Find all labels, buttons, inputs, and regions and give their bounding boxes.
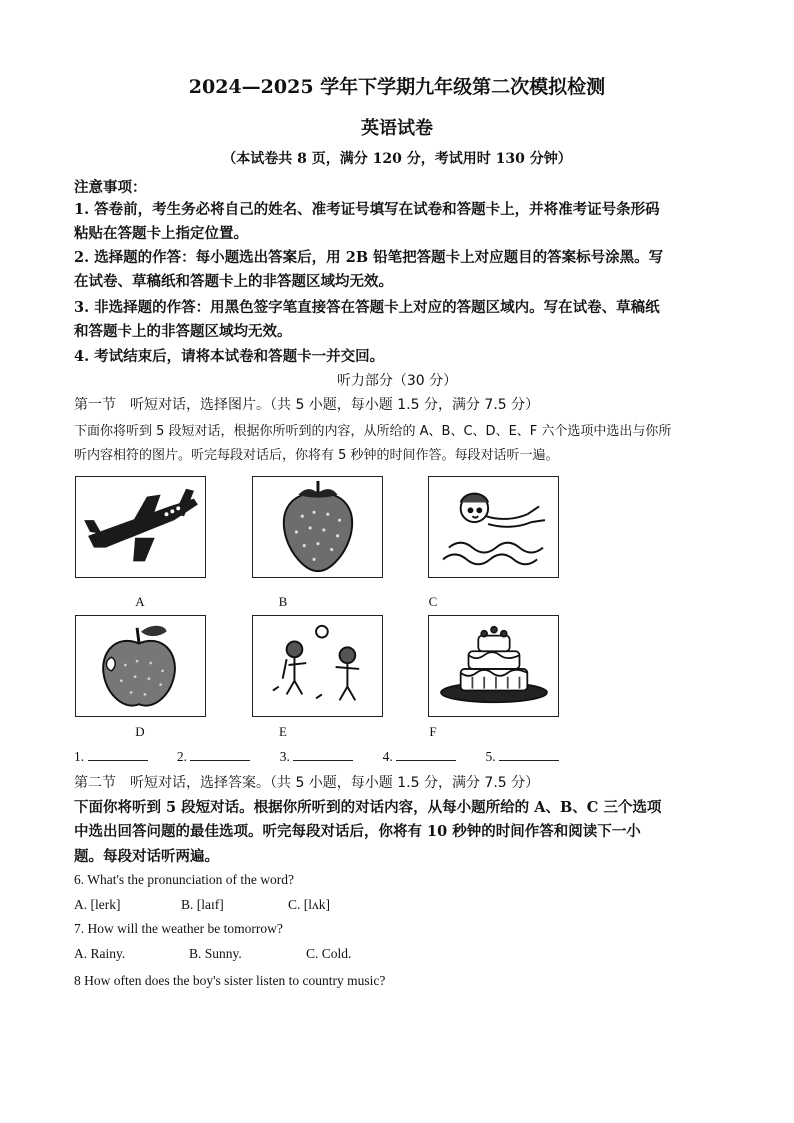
section1-instruction: 下面你将听到 5 段短对话，根据你所听到的内容，从所给的 A、B、C、D、E、F 六个选项中选出与你所 — [74, 424, 672, 439]
question-stem: 7. How will the weather be tomorrow? — [74, 921, 283, 936]
apple-icon — [75, 615, 206, 717]
section2-heading: 第二节 听短对话，选择答案。（共 5 小题，每小题 1.5 分，满分 7.5 分） — [74, 775, 540, 791]
listening-part-title: 听力部分（30 分） — [336, 373, 458, 389]
option: A. Rainy. — [74, 946, 126, 961]
option: B. [laɪf] — [181, 897, 224, 912]
cake-icon — [428, 615, 559, 717]
section2-instruction: 题。每段对话听两遍。 — [74, 848, 219, 865]
answer-blank[interactable] — [88, 748, 148, 761]
answer-blank[interactable] — [396, 748, 456, 761]
notice-line: 3. 非选择题的作答：用黑色签字笔直接答在答题卡上对应的答题区域内。写在试卷、草稿纸 — [74, 299, 660, 316]
section2-instruction: 中选出回答问题的最佳选项。听完每段对话后，你将有 10 秒钟的时间作答和阅读下一小 — [74, 823, 641, 840]
answer-blanks — [74, 748, 585, 765]
notice-heading: 注意事项： — [74, 179, 147, 196]
swimmer-icon — [428, 476, 559, 578]
blank-number: 4. — [382, 749, 393, 764]
picture-label: E — [279, 724, 287, 739]
option: B. Sunny. — [189, 946, 242, 961]
answer-blank[interactable] — [190, 748, 250, 761]
question-stem: 6. What's the pronunciation of the word? — [74, 872, 295, 887]
section2-instruction: 下面你将听到 5 段短对话。根据你所听到的对话内容，从每小题所给的 A、B、C 三个选项 — [74, 799, 662, 816]
answer-blank[interactable] — [293, 748, 353, 761]
answer-blank[interactable] — [499, 748, 559, 761]
option: C. Cold. — [306, 946, 352, 961]
blank-number: 5. — [485, 749, 496, 764]
notice-line: 1. 答卷前，考生务必将自己的姓名、准考证号填写在试卷和答题卡上，并将准考证号条形码 — [74, 201, 660, 218]
picture-label: C — [428, 594, 438, 609]
exam-subject: 英语试卷 — [361, 118, 433, 139]
question-stem: 8 How often does the boy's sister listen to country music? — [74, 973, 386, 988]
picture-label: F — [429, 724, 437, 739]
section1-instruction: 听内容相符的图片。听完每段对话后，你将有 5 秒钟的时间作答。每段对话听一遍。 — [74, 448, 559, 463]
exam-title: 2024—2025 学年下学期九年级第二次模拟检测 — [188, 76, 606, 98]
notice-line: 粘贴在答题卡上指定位置。 — [74, 225, 248, 242]
blank-number: 3. — [279, 749, 290, 764]
notice-line: 和答题卡上的非答题区域均无效。 — [74, 323, 292, 340]
picture-label: D — [135, 724, 145, 739]
option: A. [lerk] — [74, 897, 121, 912]
option: C. [lʌk] — [288, 897, 330, 912]
picture-label: B — [278, 594, 288, 609]
blank-number: 2. — [176, 749, 187, 764]
picture-label: A — [135, 594, 145, 609]
kids-playing-ball-icon — [252, 615, 383, 717]
strawberry-icon — [252, 476, 383, 578]
notice-line: 在试卷、草稿纸和答题卡上的非答题区域均无效。 — [74, 273, 393, 290]
notice-line: 4. 考试结束后，请将本试卷和答题卡一并交回。 — [74, 348, 385, 365]
section1-heading: 第一节 听短对话，选择图片。（共 5 小题，每小题 1.5 分，满分 7.5 分） — [74, 397, 540, 413]
notice-line: 2. 选择题的作答：每小题选出答案后，用 2B 铅笔把答题卡上对应题目的答案标号涂黑。写 — [74, 249, 664, 266]
exam-info: （本试卷共 8 页，满分 120 分，考试用时 130 分钟） — [222, 151, 572, 167]
airplane-icon — [75, 476, 206, 578]
blank-number: 1. — [74, 749, 85, 764]
